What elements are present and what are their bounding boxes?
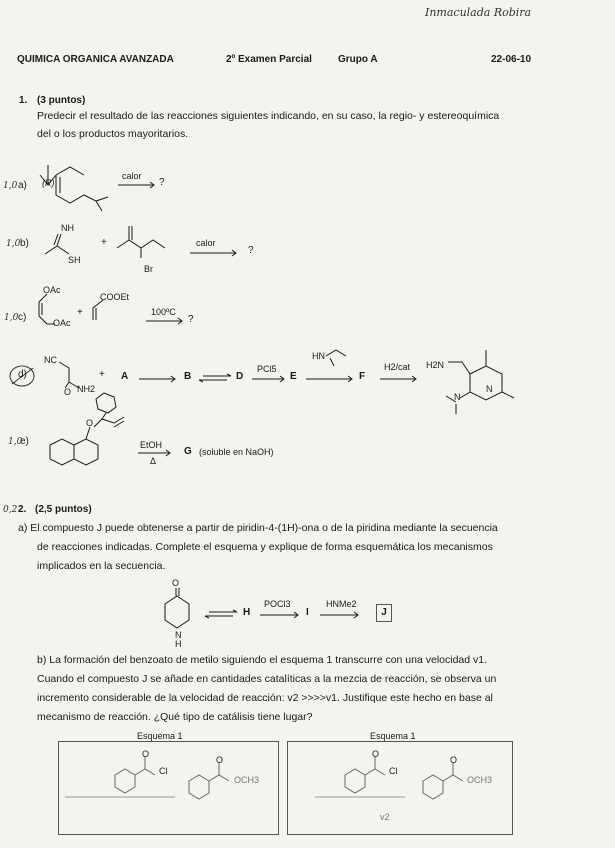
q1d-arrow-e-f: [306, 376, 356, 382]
esquema1-left-cl: Cl: [159, 766, 168, 776]
q2-compound-i: I: [306, 607, 309, 618]
q1c-cooet-label: COOEt: [100, 292, 130, 302]
q1d-plus: +: [99, 369, 105, 380]
q1d-compound-b: B: [184, 371, 192, 382]
q2-scheme-o-label: O: [172, 578, 180, 588]
q2-margin-mark: 0,2: [3, 505, 18, 515]
q1b-br-label: Br: [144, 264, 153, 274]
q1a-margin-mark: 1,0: [3, 181, 18, 191]
esquema1-right-structures: [295, 745, 495, 815]
q1d-pcl5-label: PCl5: [257, 364, 277, 374]
q2-hnme2-label: HNMe2: [326, 599, 357, 609]
q1c-product: ?: [188, 314, 194, 325]
q2-scheme-n-label: N: [175, 630, 182, 640]
q1d-cyanoacetamide-structure: [55, 358, 95, 398]
q1b-product: ?: [248, 245, 254, 256]
q1b-nh-label: NH: [61, 223, 74, 233]
q1d-compound-a: A: [121, 371, 129, 382]
q1d-compound-f: F: [359, 371, 366, 382]
q1a-arrow: [118, 182, 158, 188]
q1b-margin-mark: 1,0: [6, 239, 21, 249]
q1c-oac-bottom: OAc: [53, 318, 71, 328]
q1d-compound-d: D: [236, 371, 244, 382]
q2-arrow-i-j: [320, 612, 362, 618]
q1e-product-g: G: [184, 446, 192, 457]
q1-points: (3 puntos): [37, 95, 86, 106]
q1b-thioamide-structure: [43, 232, 83, 262]
q1a-product: ?: [159, 177, 165, 188]
course-title: QUIMICA ORGANICA AVANZADA: [17, 54, 174, 65]
q1d-hn-label: HN: [312, 351, 325, 361]
q1d-nh2-label: NH2: [77, 384, 96, 394]
q1d-compound-e: E: [290, 371, 297, 382]
q2b-line4: mecanismo de reacción. ¿Qué tipo de catálisis tiene lugar?: [37, 711, 313, 723]
q2a-line1: a) El compuesto J puede obtenerse a partir de piridin-4-(1H)-ona o de la piridina mediante la secuencia: [18, 522, 498, 534]
q1e-label: e): [20, 436, 29, 447]
q1d-amine-n-label: N: [454, 392, 461, 402]
q1-prompt-line1: Predecir el resultado de las reacciones siguientes indicando, en su caso, la regio- y estereoquímica: [37, 110, 500, 122]
q1e-o-label: O: [86, 418, 94, 428]
exam-date: 22-06-10: [491, 54, 532, 65]
q1d-nc-label: NC: [44, 355, 57, 365]
q2-pocl3-label: POCl3: [264, 599, 291, 609]
q2-compound-h: H: [243, 607, 251, 618]
esquema1-right-title: Esquema 1: [370, 731, 416, 741]
exam-title: 2º Examen Parcial: [226, 54, 312, 65]
q1d-o-label: O: [64, 387, 72, 397]
group-label: Grupo A: [338, 54, 378, 65]
q1e-margin-mark: 1,0: [8, 437, 23, 447]
q2-points: (2,5 puntos): [35, 504, 92, 515]
q1e-solubility-note: (soluble en NaOH): [199, 447, 274, 457]
q1a-structure: [36, 155, 116, 215]
q1b-plus: +: [101, 237, 107, 248]
signature: Inmaculada Robira: [425, 6, 532, 19]
q1d-amine-structure: [326, 348, 350, 368]
q1-prompt-line2: del o los productos mayoritarios.: [37, 128, 189, 140]
q2b-line3: incremento considerable de la velocidad de reacción: v2 >>>>v1. Justifique este hecho en base al: [37, 692, 493, 704]
q1d-arrow-a-b: [139, 376, 179, 382]
q1d-h2cat-label: H2/cat: [384, 362, 411, 372]
esquema1-right-och3: OCH3: [467, 775, 493, 785]
q1e-naphthyl-ether-structure: [40, 405, 130, 480]
q1c-arrow: [146, 318, 186, 324]
q1d-ring-n-label: N: [486, 384, 493, 394]
q2-compound-j-box: J: [376, 604, 392, 622]
q1a-condition: calor: [122, 171, 142, 181]
q1a-label: a): [18, 180, 27, 191]
q1-number: 1.: [19, 95, 28, 106]
esquema1-right-o1: O: [372, 749, 380, 759]
q1c-condition: 100ºC: [151, 307, 176, 317]
q2b-line1: b) La formación del benzoato de metilo siguiendo el esquema 1 transcurre con una velocidad v1.: [37, 654, 488, 666]
q1d-equilibrium-b-d: [199, 374, 233, 382]
esquema1-left-och3: OCH3: [234, 775, 260, 785]
q1b-sh-label: SH: [68, 255, 81, 265]
q1e-condition-top: EtOH: [140, 440, 163, 450]
q2a-line2: de reacciones indicadas. Complete el esquema y explique de forma esquemática los mecanismos: [37, 541, 493, 553]
esquema1-right-cl: Cl: [389, 766, 398, 776]
q1b-arrow: [190, 250, 240, 256]
esquema1-left-o1: O: [142, 749, 150, 759]
q1d-arrow-d-e: [252, 376, 288, 382]
q1d-arrow-f-product: [380, 376, 420, 382]
esquema1-right-o2: O: [450, 755, 458, 765]
q1c-diene-structure: [33, 292, 63, 332]
q2b-line2: Cuando el compuesto J se añade en cantidades catalíticas a la mezcia de reacción, se observa un: [37, 673, 497, 685]
q1c-oac-top: OAc: [43, 285, 61, 295]
q1d-label: d): [18, 369, 27, 380]
q2-equilibrium-arrow: [205, 610, 239, 618]
q2-arrow-h-i: [260, 612, 302, 618]
q1a-stereo-label: (R): [42, 178, 55, 188]
esquema1-left-title: Esquema 1: [137, 731, 183, 741]
esquema1-left-o2: O: [216, 755, 224, 765]
q1b-label: b): [20, 238, 29, 249]
q2-scheme-nh-label: H: [175, 639, 182, 649]
q1d-pyridine-product-structure: [440, 340, 530, 415]
q1d-h2n-label: H2N: [426, 360, 445, 370]
q1e-condition-bottom: Δ: [150, 456, 157, 466]
q1b-condition: calor: [196, 238, 216, 248]
q1c-plus: +: [77, 307, 83, 318]
q2a-line3: implicados en la secuencia.: [37, 560, 166, 572]
esquema1-right-v2: v2: [380, 812, 390, 822]
q2-number: 2.: [18, 504, 27, 515]
q1c-margin-mark: 1,0: [4, 313, 19, 323]
q1b-bromoketone-structure: [115, 222, 170, 262]
q1c-label: c): [18, 312, 27, 323]
